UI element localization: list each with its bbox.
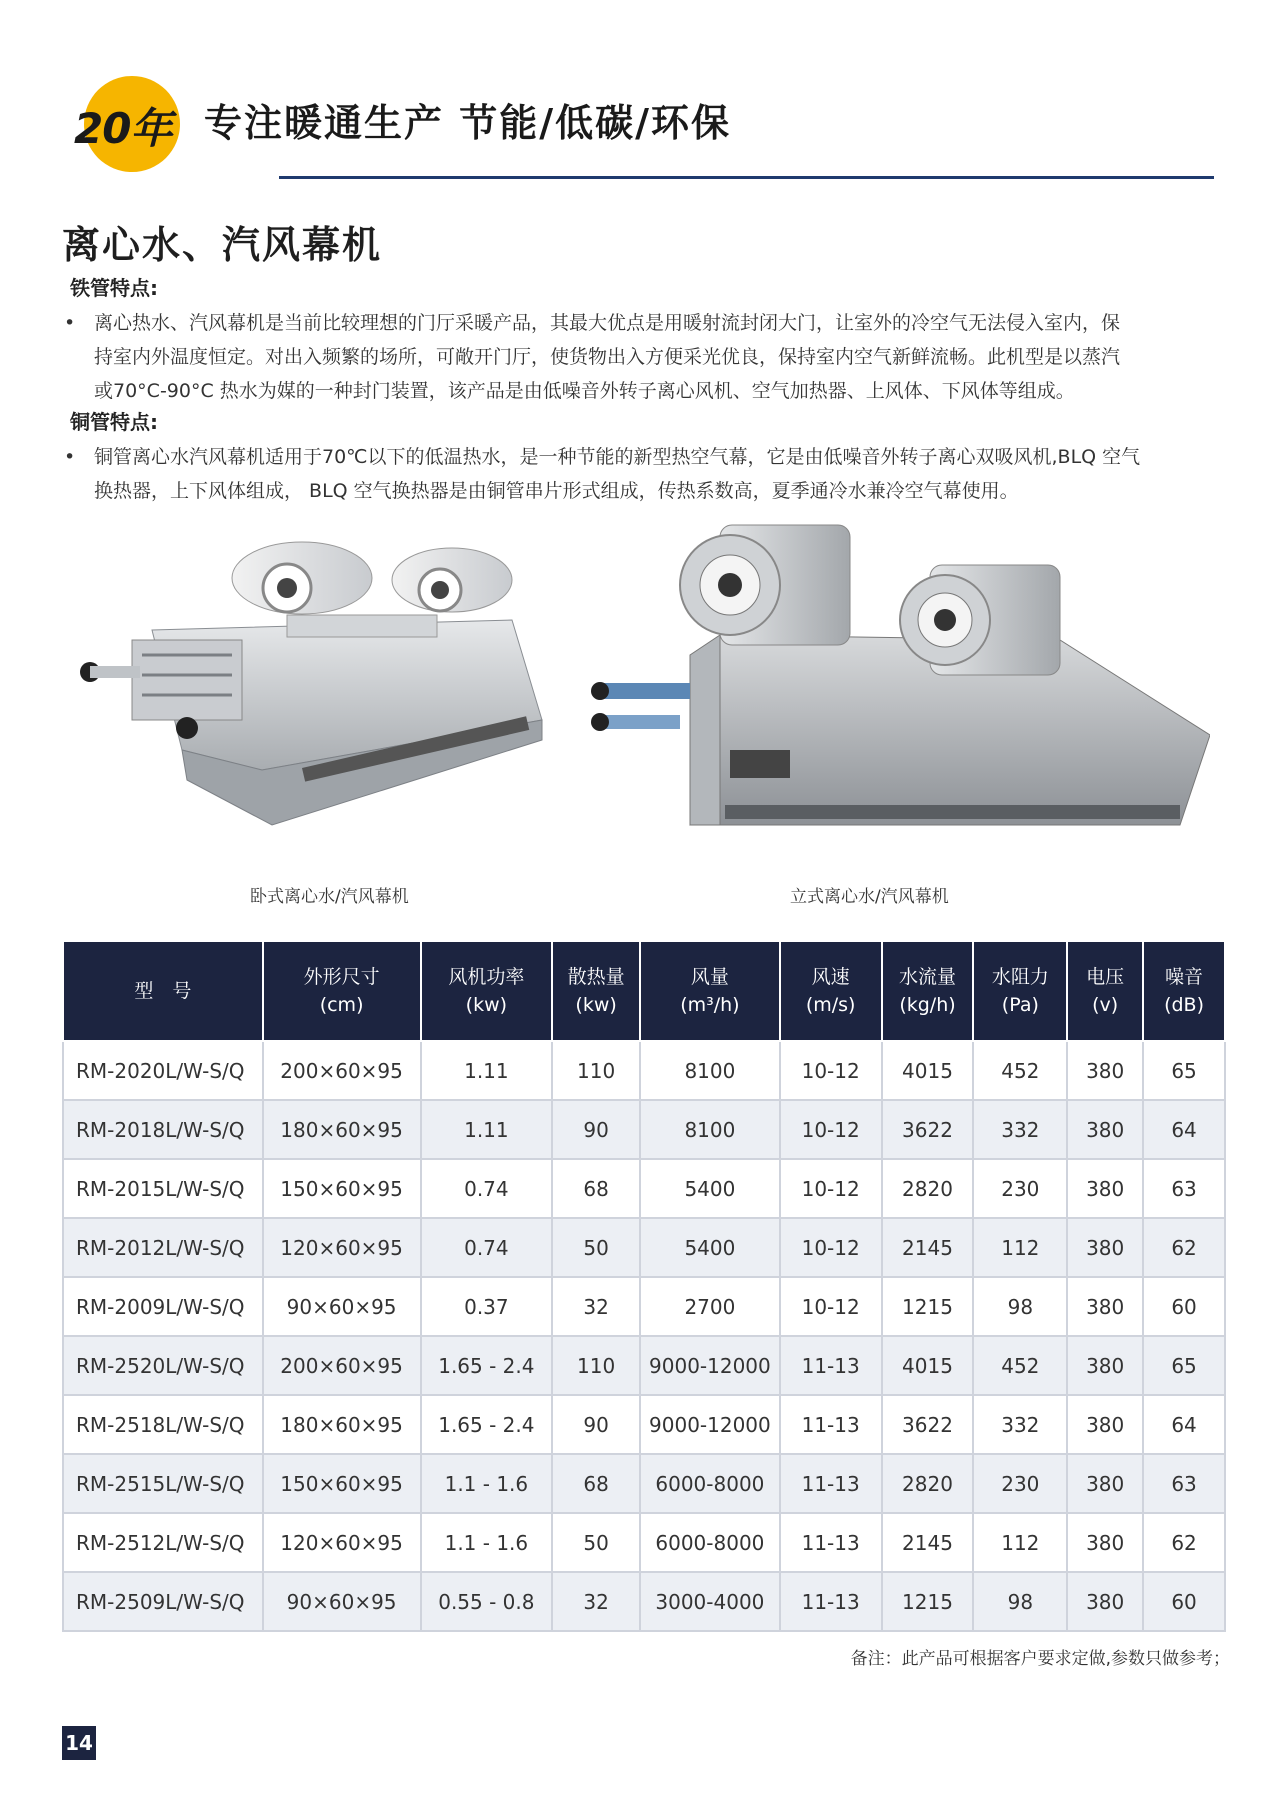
table-cell: 10-12: [780, 1277, 882, 1336]
table-cell: 380: [1067, 1572, 1143, 1631]
col-header-water-flow: 水流量 (kg/h): [882, 941, 974, 1041]
iron-line-3: 或70°C-90°C 热水为媒的一种封门装置，该产品是由低噪音外转子离心风机、空气加热器、上风体、下风体等组成。: [94, 380, 1075, 402]
table-cell: 6000-8000: [640, 1513, 780, 1572]
table-cell: 452: [973, 1336, 1067, 1395]
table-cell: 380: [1067, 1218, 1143, 1277]
table-cell: 10-12: [780, 1218, 882, 1277]
table-cell: 32: [552, 1277, 640, 1336]
table-cell: 2145: [882, 1513, 974, 1572]
table-cell: 1.11: [421, 1041, 553, 1100]
bullet-icon: •: [64, 312, 76, 334]
table-cell: 332: [973, 1395, 1067, 1454]
product-title: 离心水、汽风幕机: [62, 223, 383, 267]
table-cell: 0.74: [421, 1159, 553, 1218]
table-cell: 110: [552, 1336, 640, 1395]
table-cell: 112: [973, 1218, 1067, 1277]
table-cell: 8100: [640, 1100, 780, 1159]
table-cell: 380: [1067, 1454, 1143, 1513]
cell-model: RM-2018L/W-S/Q: [63, 1100, 263, 1159]
table-cell: 64: [1143, 1100, 1225, 1159]
table-cell: 3000-4000: [640, 1572, 780, 1631]
table-cell: 60: [1143, 1572, 1225, 1631]
table-cell: 1.11: [421, 1100, 553, 1159]
table-cell: 1215: [882, 1572, 974, 1631]
table-cell: 1.65 - 2.4: [421, 1336, 553, 1395]
table-cell: 0.55 - 0.8: [421, 1572, 553, 1631]
iron-line-2: 持室内外温度恒定。对出入频繁的场所，可敞开门厅，使货物出入方便采光优良，保持室内空气新鲜流畅。此机型是以蒸汽: [94, 346, 1121, 368]
page-header: [74, 70, 1214, 182]
page-number: 14: [62, 1726, 96, 1760]
col-header-water-resistance: 水阻力 (Pa): [973, 941, 1067, 1041]
table-cell: 380: [1067, 1277, 1143, 1336]
table-cell: 380: [1067, 1159, 1143, 1218]
table-cell: 62: [1143, 1218, 1225, 1277]
table-cell: 150×60×95: [263, 1454, 421, 1513]
bullet-icon: •: [64, 446, 76, 468]
table-cell: 120×60×95: [263, 1513, 421, 1572]
table-cell: 150×60×95: [263, 1159, 421, 1218]
table-cell: 2820: [882, 1159, 974, 1218]
copper-line-2: 换热器，上下风体组成， BLQ 空气换热器是由铜管串片形式组成，传热系数高，夏季通冷水兼冷空气幕使用。: [94, 480, 1019, 502]
vertical-air-curtain-image: [590, 505, 1210, 840]
table-cell: 230: [973, 1454, 1067, 1513]
iron-line-1: 离心热水、汽风幕机是当前比较理想的门厅采暖产品，其最大优点是用暖射流封闭大门，让室外的冷空气无法侵入室内，保: [94, 312, 1121, 334]
copper-heading: 铜管特点:: [70, 410, 158, 434]
table-cell: 380: [1067, 1100, 1143, 1159]
table-cell: 90: [552, 1395, 640, 1454]
table-cell: 1.65 - 2.4: [421, 1395, 553, 1454]
table-cell: 380: [1067, 1336, 1143, 1395]
table-cell: 6000-8000: [640, 1454, 780, 1513]
cell-model: RM-2009L/W-S/Q: [63, 1277, 263, 1336]
table-cell: 4015: [882, 1336, 974, 1395]
header-divider: [279, 176, 1214, 179]
table-cell: 10-12: [780, 1100, 882, 1159]
table-cell: 1.1 - 1.6: [421, 1513, 553, 1572]
table-cell: 3622: [882, 1100, 974, 1159]
table-cell: 112: [973, 1513, 1067, 1572]
table-cell: 98: [973, 1277, 1067, 1336]
col-header-model: 型 号: [63, 941, 263, 1041]
table-row: [63, 1454, 1225, 1513]
cell-model: RM-2518L/W-S/Q: [63, 1395, 263, 1454]
table-cell: 380: [1067, 1041, 1143, 1100]
table-cell: 120×60×95: [263, 1218, 421, 1277]
badge-text: 20年: [74, 104, 172, 153]
iron-description: [62, 306, 1222, 408]
table-cell: 0.74: [421, 1218, 553, 1277]
table-cell: 200×60×95: [263, 1336, 421, 1395]
table-cell: 63: [1143, 1454, 1225, 1513]
table-row: [63, 1513, 1225, 1572]
col-header-air-speed: 风速 (m/s): [780, 941, 882, 1041]
table-cell: 9000-12000: [640, 1336, 780, 1395]
horizontal-air-curtain-image: [72, 540, 552, 840]
col-header-dimensions: 外形尺寸 (cm): [263, 941, 421, 1041]
table-row: [63, 1572, 1225, 1631]
spec-table: [62, 940, 1226, 1632]
table-cell: 60: [1143, 1277, 1225, 1336]
table-row: [63, 1159, 1225, 1218]
table-row: [63, 1100, 1225, 1159]
iron-heading: 铁管特点:: [70, 276, 158, 300]
cell-model: RM-2515L/W-S/Q: [63, 1454, 263, 1513]
table-cell: 9000-12000: [640, 1395, 780, 1454]
table-cell: 8100: [640, 1041, 780, 1100]
table-cell: 98: [973, 1572, 1067, 1631]
table-cell: 452: [973, 1041, 1067, 1100]
table-cell: 11-13: [780, 1336, 882, 1395]
table-cell: 4015: [882, 1041, 974, 1100]
header-slogan: 专注暖通生产 节能/低碳/环保: [204, 101, 731, 145]
table-header-row: [63, 941, 1225, 1041]
table-cell: 1.1 - 1.6: [421, 1454, 553, 1513]
table-cell: 11-13: [780, 1454, 882, 1513]
table-cell: 62: [1143, 1513, 1225, 1572]
cell-model: RM-2012L/W-S/Q: [63, 1218, 263, 1277]
cell-model: RM-2512L/W-S/Q: [63, 1513, 263, 1572]
table-cell: 10-12: [780, 1159, 882, 1218]
table-cell: 5400: [640, 1159, 780, 1218]
cell-model: RM-2509L/W-S/Q: [63, 1572, 263, 1631]
table-cell: 90: [552, 1100, 640, 1159]
table-note: 备注：此产品可根据客户要求定做,参数只做参考；: [850, 1649, 1230, 1669]
table-cell: 230: [973, 1159, 1067, 1218]
left-image-caption: 卧式离心水/汽风幕机: [250, 887, 409, 907]
table-cell: 11-13: [780, 1395, 882, 1454]
table-cell: 50: [552, 1218, 640, 1277]
table-cell: 10-12: [780, 1041, 882, 1100]
table-cell: 200×60×95: [263, 1041, 421, 1100]
cell-model: RM-2015L/W-S/Q: [63, 1159, 263, 1218]
table-cell: 90×60×95: [263, 1572, 421, 1631]
col-header-airflow: 风量 (m³/h): [640, 941, 780, 1041]
table-cell: 0.37: [421, 1277, 553, 1336]
table-cell: 32: [552, 1572, 640, 1631]
col-header-heat-output: 散热量 (kw): [552, 941, 640, 1041]
table-cell: 11-13: [780, 1572, 882, 1631]
table-row: [63, 1336, 1225, 1395]
table-cell: 380: [1067, 1395, 1143, 1454]
cell-model: RM-2520L/W-S/Q: [63, 1336, 263, 1395]
table-row: [63, 1218, 1225, 1277]
table-row: [63, 1277, 1225, 1336]
table-cell: 180×60×95: [263, 1100, 421, 1159]
table-row: [63, 1395, 1225, 1454]
col-header-noise: 噪音 (dB): [1143, 941, 1225, 1041]
table-cell: 180×60×95: [263, 1395, 421, 1454]
table-cell: 5400: [640, 1218, 780, 1277]
table-cell: 1215: [882, 1277, 974, 1336]
table-cell: 3622: [882, 1395, 974, 1454]
table-cell: 110: [552, 1041, 640, 1100]
table-cell: 11-13: [780, 1513, 882, 1572]
table-cell: 2145: [882, 1218, 974, 1277]
table-cell: 2700: [640, 1277, 780, 1336]
table-cell: 65: [1143, 1041, 1225, 1100]
copper-description: [62, 440, 1222, 508]
table-cell: 63: [1143, 1159, 1225, 1218]
col-header-fan-power: 风机功率 (kw): [421, 941, 553, 1041]
table-cell: 68: [552, 1159, 640, 1218]
table-cell: 50: [552, 1513, 640, 1572]
copper-line-1: 铜管离心水汽风幕机适用于70℃以下的低温热水，是一种节能的新型热空气幕，它是由低噪音外转子离心双吸风机,BLQ 空气: [94, 446, 1141, 468]
col-header-voltage: 电压 (v): [1067, 941, 1143, 1041]
table-cell: 332: [973, 1100, 1067, 1159]
table-cell: 90×60×95: [263, 1277, 421, 1336]
table-cell: 2820: [882, 1454, 974, 1513]
right-image-caption: 立式离心水/汽风幕机: [790, 887, 949, 907]
table-row: [63, 1041, 1225, 1100]
table-cell: 65: [1143, 1336, 1225, 1395]
table-cell: 64: [1143, 1395, 1225, 1454]
table-cell: 68: [552, 1454, 640, 1513]
cell-model: RM-2020L/W-S/Q: [63, 1041, 263, 1100]
table-cell: 380: [1067, 1513, 1143, 1572]
